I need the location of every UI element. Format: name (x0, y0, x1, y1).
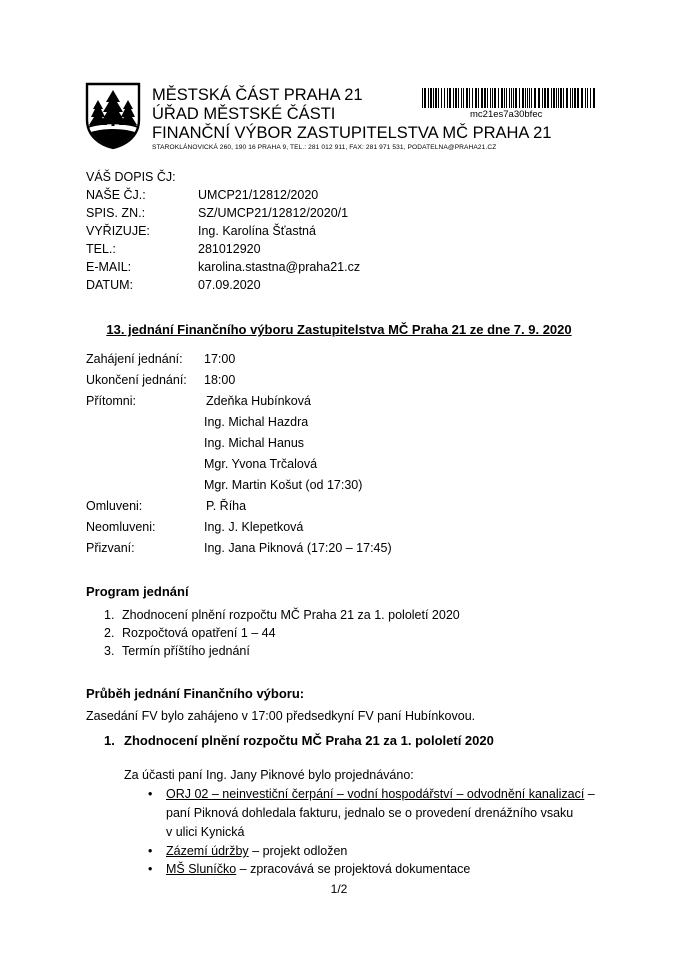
course-heading: Průběh jednání Finančního výboru: (86, 686, 305, 701)
bullet-text: – projekt odložen (248, 844, 348, 858)
program-item (104, 644, 250, 658)
barcode-bar (563, 88, 564, 108)
barcode-bar (558, 88, 559, 108)
barcode-bar (490, 88, 491, 108)
meta-row-date (86, 276, 261, 294)
barcode-bar (511, 88, 512, 108)
document-title: 13. jednání Finančního výboru Zastupitelstva MČ Praha 21 ze dne 7. 9. 2020 (106, 322, 572, 337)
field-label: Přizvaní: (86, 541, 135, 555)
bullet-text: – (584, 787, 595, 801)
barcode-bar (438, 88, 439, 108)
meta-row-handled-by (86, 222, 316, 240)
section-heading (104, 733, 494, 748)
meta-label: VYŘIZUJE: (86, 224, 150, 238)
barcode-bar (590, 88, 591, 108)
barcode-bar (424, 88, 426, 108)
barcode-bar (572, 88, 573, 108)
course-intro: Zasedání FV bylo zahájeno v 17:00 předsedkyní FV paní Hubínkovou. (86, 709, 476, 723)
bullet-icon: • (148, 862, 153, 876)
meeting-invited (86, 541, 392, 555)
barcode-bar (509, 88, 510, 108)
barcode-bar (585, 88, 586, 108)
header-address: STAROKLÁNOVICKÁ 260, 190 16 PRAHA 9, TEL.: 281 012 911, FAX: 281 971 531, PODATELNA@PRAHA21.CZ (152, 144, 497, 151)
barcode-bar (461, 88, 462, 108)
barcode-bar (542, 88, 543, 108)
barcode-bar (544, 88, 546, 108)
barcode-bar (553, 88, 555, 108)
section-number: 1. (104, 733, 115, 748)
header-committee-name: FINANČNÍ VÝBOR ZASTUPITELSTVA MČ PRAHA 21 (152, 124, 552, 142)
bullet-text: – zpracovává se projektová dokumentace (236, 862, 471, 876)
barcode-bar (435, 88, 437, 108)
meta-value: 07.09.2020 (198, 278, 261, 292)
meta-value: Ing. Karolína Šťastná (198, 224, 316, 238)
bullet-item (148, 860, 608, 879)
bullet-continuation (148, 804, 608, 823)
meta-value: UMCP21/12812/2020 (198, 188, 319, 202)
bullet-continuation (148, 823, 608, 842)
item-number: 1. (104, 608, 115, 622)
barcode-bar (449, 88, 451, 108)
barcode-bar (433, 88, 434, 108)
barcode-bar (472, 88, 473, 108)
barcode-bar (484, 88, 486, 108)
bullet-underlined: ORJ 02 – neinvestiční čerpání – vodní hospodářství – odvodnění kanalizací (166, 787, 585, 801)
barcode-bar (570, 88, 571, 108)
barcode-bar (506, 88, 507, 108)
barcode-bar (522, 88, 524, 108)
field-value: Zdeňka Hubínková (206, 394, 311, 408)
meta-row-file-ref (86, 204, 348, 222)
barcode-bar (574, 88, 576, 108)
present-member: Ing. Michal Hazdra (204, 415, 309, 429)
barcode-text: mc21es7a30bfec (470, 109, 543, 120)
barcode-bar (587, 88, 588, 108)
barcode-bar (481, 88, 483, 108)
bullet-item (148, 785, 608, 804)
field-label: Přítomni: (86, 394, 137, 408)
coat-of-arms-logo (84, 82, 142, 150)
meta-row-phone (86, 240, 261, 258)
barcode-bar (475, 88, 477, 108)
barcode-bar (531, 88, 532, 108)
present-member: Ing. Michal Hanus (204, 436, 305, 450)
bullet-underlined: MŠ Sluníčko (166, 862, 237, 876)
field-value: 18:00 (204, 373, 236, 387)
barcode-bar (566, 88, 568, 108)
barcode-bar (529, 88, 530, 108)
barcode-bar (527, 88, 528, 108)
barcode-bar (447, 88, 448, 108)
meeting-excused (86, 499, 246, 513)
barcode-bar (422, 88, 423, 108)
field-value: Ing. Jana Piknová (17:20 – 17:45) (204, 541, 392, 555)
meta-label: TEL.: (86, 242, 116, 256)
barcode-bar (593, 88, 595, 108)
barcode-bar (513, 88, 514, 108)
meta-label: E-MAIL: (86, 260, 132, 274)
meta-label: NAŠE ČJ.: (86, 188, 146, 202)
barcode-bar (487, 88, 488, 108)
barcode-bar (494, 88, 496, 108)
barcode-bar (463, 88, 464, 108)
bullet-icon: • (148, 844, 153, 858)
header-org-name: MĚSTSKÁ ČÁST PRAHA 21 (152, 86, 363, 104)
barcode-bar (441, 88, 442, 108)
barcode-bar (556, 88, 557, 108)
meeting-present (86, 394, 311, 408)
program-heading: Program jednání (86, 584, 189, 599)
field-label: Neomluveni: (86, 520, 156, 534)
program-item (104, 626, 276, 640)
barcode-bar (519, 88, 520, 108)
barcode-bar (525, 88, 526, 108)
field-value: Ing. J. Klepetková (204, 520, 304, 534)
meta-row-email (86, 258, 360, 276)
barcode-bar (430, 88, 432, 108)
field-value: P. Říha (206, 499, 247, 513)
barcode-bar (455, 88, 457, 108)
barcode-bar (478, 88, 479, 108)
item-text: Termín příštího jednání (122, 644, 250, 658)
item-text: Rozpočtová opatření 1 – 44 (122, 626, 276, 640)
program-item (104, 608, 460, 622)
bullet-text: paní Piknová dohledala fakturu, jednalo se o provedení drenážního vsaku (166, 806, 574, 820)
barcode-bar (428, 88, 429, 108)
barcode-bar (504, 88, 505, 108)
bullet-icon: • (148, 787, 153, 801)
meta-value: SZ/UMCP21/12812/2020/1 (198, 206, 349, 220)
present-member: Mgr. Martin Košut (od 17:30) (204, 478, 363, 492)
bullet-underlined: Zázemí údržby (166, 844, 249, 858)
meta-value: 281012920 (198, 242, 261, 256)
meeting-unexcused (86, 520, 303, 534)
barcode-bar (501, 88, 503, 108)
meta-label: VÁŠ DOPIS ČJ: (86, 170, 176, 184)
item-number: 2. (104, 626, 115, 640)
meta-label: DATUM: (86, 278, 133, 292)
barcode-bar (453, 88, 454, 108)
barcode-bar (458, 88, 459, 108)
meta-label: SPIS. ZN.: (86, 206, 146, 220)
bullet-text: v ulici Kynická (166, 825, 245, 839)
barcode-bar (492, 88, 493, 108)
header-office-name: ÚŘAD MĚSTSKÉ ČÁSTI (152, 105, 336, 123)
barcode-bar (551, 88, 552, 108)
meeting-start (86, 352, 235, 366)
page-number: 1/2 (330, 882, 348, 896)
field-label: Omluveni: (86, 499, 143, 513)
field-label: Zahájení jednání: (86, 352, 183, 366)
barcode-bar (538, 88, 540, 108)
barcode-bar (560, 88, 562, 108)
present-member: Mgr. Yvona Trčalová (204, 457, 318, 471)
meta-row-our-ref (86, 186, 318, 204)
barcode-bar (534, 88, 536, 108)
meta-row-your-letter (86, 168, 198, 186)
meta-value: karolina.stastna@praha21.cz (198, 260, 361, 274)
barcode-bar (498, 88, 499, 108)
barcode-bar (577, 88, 579, 108)
item-text: Zhodnocení plnění rozpočtu MČ Praha 21 za 1. pololetí 2020 (122, 608, 460, 622)
item-number: 3. (104, 644, 115, 658)
barcode-bar (469, 88, 470, 108)
section-intro: Za účasti paní Ing. Jany Piknové bylo projednáváno: (124, 768, 414, 782)
barcode-bar (547, 88, 549, 108)
barcode (422, 88, 598, 108)
field-label: Ukončení jednání: (86, 373, 187, 387)
bullet-item (148, 842, 608, 861)
barcode-bar (581, 88, 583, 108)
barcode-bar (466, 88, 468, 108)
field-value: 17:00 (204, 352, 236, 366)
section-title: Zhodnocení plnění rozpočtu MČ Praha 21 za 1. pololetí 2020 (124, 733, 494, 748)
meeting-end (86, 373, 235, 387)
barcode-bar (515, 88, 517, 108)
barcode-bar (444, 88, 445, 108)
